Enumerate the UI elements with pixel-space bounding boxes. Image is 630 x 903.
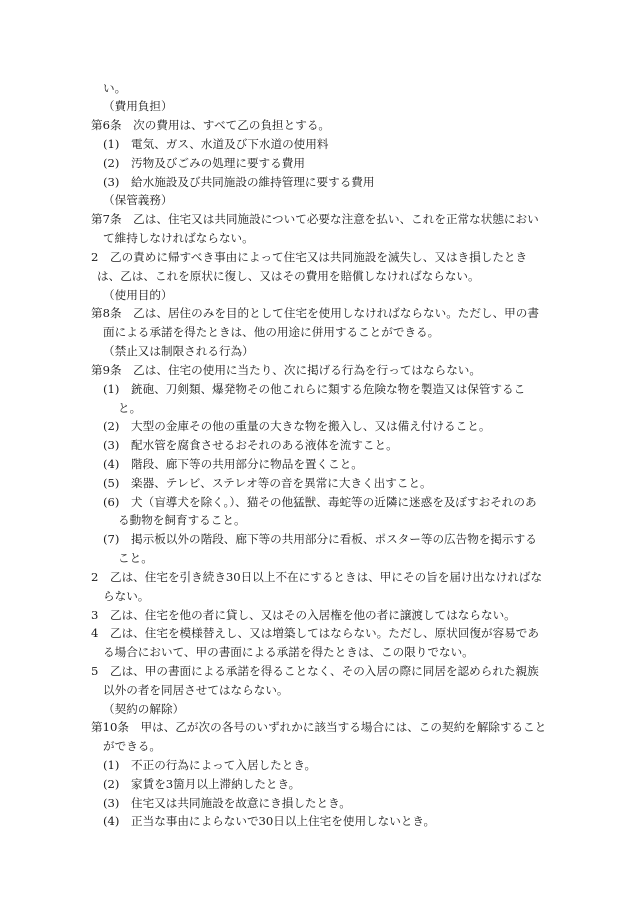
paragraph-2: 2 乙の責めに帰すべき事由によって住宅又は共同施設を滅失し、又はき損したとき [91,250,528,264]
list-item: (1) 不正の行為によって入居したとき。 [103,758,317,772]
paragraph-5: 5 乙は、甲の書面による承諾を得ることなく、その入居の際に同居を認められた親族 [91,664,539,678]
section-heading: （禁止又は制限される行為） [103,344,254,358]
list-item: (1) 銃砲、刀剣類、爆発物その他これらに類する危険な物を製造又は保管するこ [103,382,526,396]
list-item: (3) 給水施設及び共同施設の維持管理に要する費用 [103,175,375,189]
text-line: と。 [118,401,142,415]
paragraph-2: 2 乙は、住宅を引き続き30日以上不在にするときは、甲にその旨を届け出なければな [91,570,543,584]
list-item: (3) 住宅又は共同施設を故意にき損したとき。 [103,796,351,810]
article-9: 第9条 乙は、住宅の使用に当たり、次に掲げる行為を行ってはならない。 [91,363,481,377]
article-10: 第10条 甲は、乙が次の各号のいずれかに該当する場合には、この契約を解除すること [91,720,547,734]
text-line: 以外の者を同居させてはならない。 [103,683,289,697]
paragraph-4: 4 乙は、住宅を模様替えし、又は増築してはならない。ただし、原状回復が容易であ [91,626,539,640]
article-7: 第7条 乙は、住宅又は共同施設について必要な注意を払い、これを正常な状態におい [91,212,539,226]
text-line: は、乙は、これを原状に復し、又はその費用を賠償しなければならない。 [97,269,480,283]
list-item: (4) 階段、廊下等の共用部分に物品を置くこと。 [103,457,363,471]
list-item: (2) 大型の金庫その他の重量の大きな物を搬入し、又は備え付けること。 [103,419,491,433]
article-6: 第6条 次の費用は、すべて乙の負担とする。 [91,118,331,132]
text-line: い。 [103,81,127,95]
section-heading: （使用目的） [103,288,173,302]
article-8: 第8条 乙は、居住のみを目的として住宅を使用しなければならない。ただし、甲の書 [91,306,539,320]
text-line: る動物を飼育すること。 [118,513,246,527]
list-item: (1) 電気、ガス、水道及び下水道の使用料 [103,137,329,151]
section-heading: （契約の解除） [103,702,185,716]
text-line: ができる。 [103,739,161,753]
text-line: る場合において、甲の書面による承諾を得たときは、この限りでない。 [103,645,474,659]
list-item: (5) 楽器、テレビ、ステレオ等の音を異常に大きく出すこと。 [103,476,432,490]
list-item: (7) 掲示板以外の階段、廊下等の共用部分に看板、ポスター等の広告物を掲示する [103,532,537,546]
list-item: (2) 汚物及びごみの処理に要する費用 [103,156,305,170]
list-item: (6) 犬（盲導犬を除く。）、猫その他猛獣、毒蛇等の近隣に迷惑を及ぼすおそれのあ [103,495,537,509]
list-item: (4) 正当な事由によらないで30日以上住宅を使用しないとき。 [103,814,436,828]
list-item: (2) 家賃を3箇月以上滞納したとき。 [103,777,301,791]
text-line: こと。 [118,551,153,565]
section-heading: （保管義務） [103,193,173,207]
text-line: て維持しなければならない。 [103,231,254,245]
text-line: らない。 [103,589,150,603]
paragraph-3: 3 乙は、住宅を他の者に貸し、又はその入居権を他の者に譲渡してはならない。 [91,608,516,622]
section-heading: （費用負担） [103,99,173,113]
list-item: (3) 配水管を腐食させるおそれのある液体を流すこと。 [103,438,398,452]
text-line: 面による承諾を得たときは、他の用途に併用することができる。 [103,325,440,339]
